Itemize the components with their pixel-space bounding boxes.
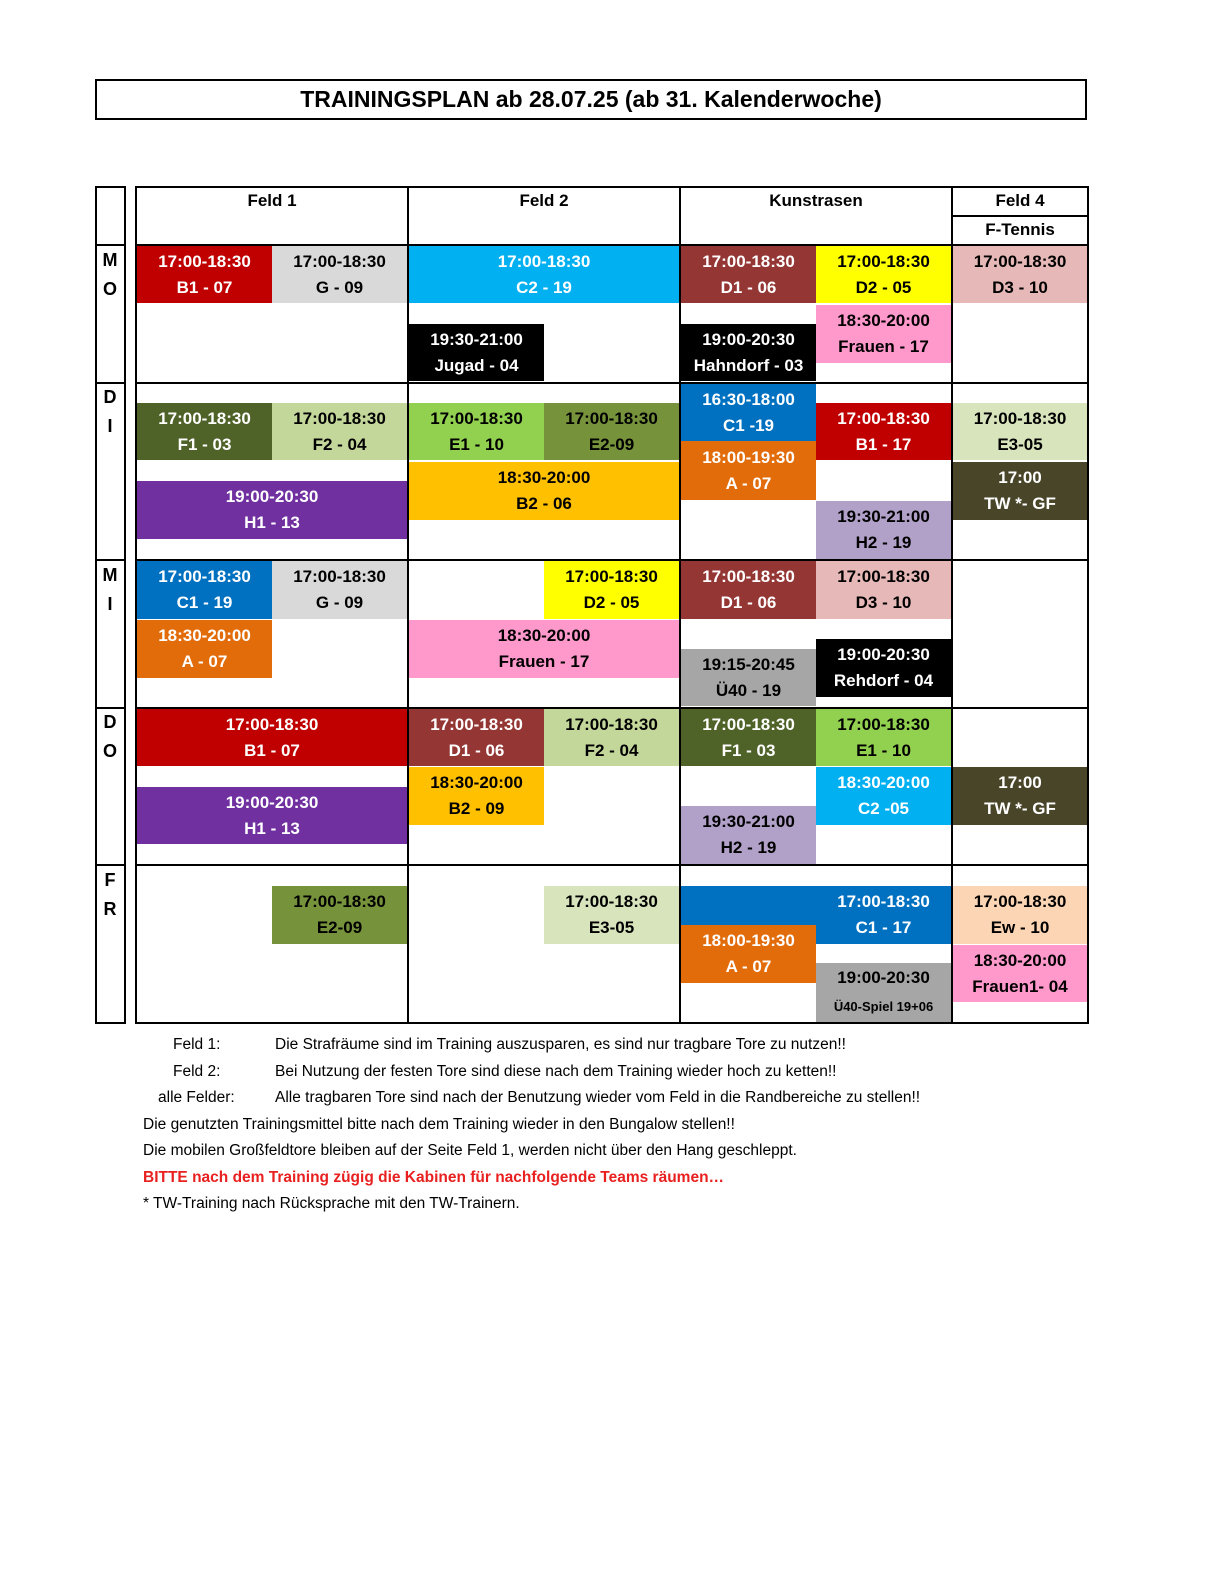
block-team: H2 - 19 [720, 838, 777, 857]
note-text: Alle tragbaren Tore sind nach der Benutzung wieder vom Feld in die Randbereiche zu stellen!! [275, 1089, 921, 1106]
day-letter: M [102, 250, 118, 270]
block-time: 19:00-20:30 [837, 645, 930, 664]
training-block [816, 767, 951, 825]
note-trainingsmittel: Die genutzten Trainingsmittel bitte nach dem Training wieder in den Bungalow stellen!! [143, 1115, 735, 1133]
block-team: F1 - 03 [721, 740, 776, 760]
block-team: D1 - 06 [448, 740, 505, 760]
day-letter: I [107, 416, 113, 436]
training-block [137, 787, 407, 844]
note-text: Bei Nutzung der festen Tore sind diese nach dem Training wieder hoch zu ketten!! [275, 1062, 837, 1080]
block-team: D2 - 05 [583, 593, 640, 612]
block-time: 17:00-18:30 [430, 714, 523, 734]
block-time: 17:00 [998, 773, 1042, 792]
day-label-mo [96, 246, 124, 304]
block-time: 18:30-20:00 [430, 773, 523, 792]
block-team: C2 - 19 [516, 277, 572, 297]
training-block [409, 324, 544, 381]
training-block [953, 945, 1087, 1002]
block-team: C1 -19 [722, 415, 775, 435]
training-block [816, 561, 951, 619]
training-block [681, 384, 816, 441]
block-time: 19:00-20:30 [225, 487, 319, 506]
note-feld1 [143, 1032, 920, 1059]
training-block [953, 767, 1087, 825]
day-label-do [96, 708, 124, 766]
block-team: B1 - 17 [855, 434, 912, 454]
training-block [409, 709, 544, 766]
block-team: H1 - 13 [244, 513, 300, 532]
block-team: H2 - 19 [855, 533, 912, 552]
training-block [409, 767, 544, 825]
block-time: 17:00-18:30 [565, 892, 658, 911]
notes-section [143, 1032, 920, 1218]
training-block [409, 246, 679, 303]
training-block [953, 246, 1087, 303]
block-time: 18:30-20:00 [837, 311, 930, 330]
note-label: Feld 1: [173, 1036, 221, 1053]
training-block [137, 709, 407, 766]
grid-line-ftennis [951, 215, 1089, 217]
training-block [681, 886, 816, 925]
block-team: H1 - 13 [244, 818, 300, 838]
note-label: alle Felder: [158, 1089, 235, 1106]
block-time: 17:00-18:30 [158, 408, 251, 428]
block-time: 17:00-18:30 [293, 892, 386, 911]
training-block [137, 620, 272, 678]
note-alle-felder [143, 1085, 920, 1112]
training-block [544, 403, 679, 460]
training-block [272, 403, 407, 460]
day-letter: F [104, 870, 116, 890]
block-time: 18:30-20:00 [158, 626, 251, 645]
day-letter: I [107, 594, 113, 614]
block-team: F2 - 04 [312, 434, 367, 454]
block-time: 18:30-20:00 [497, 468, 591, 487]
block-time: 18:30-20:00 [837, 773, 930, 792]
header-feld1: Feld 1 [247, 191, 297, 210]
block-time: 17:00-18:30 [837, 714, 930, 734]
block-team: TW *- GF [984, 799, 1056, 818]
block-time: 19:30-21:00 [837, 507, 930, 526]
training-block [272, 886, 407, 944]
block-team: D1 - 06 [720, 593, 777, 612]
training-block [137, 403, 272, 460]
block-team: Ü40-Spiel 19+06 [833, 999, 934, 1014]
block-team: D1 - 06 [720, 277, 777, 297]
block-time: 17:00-18:30 [837, 251, 930, 271]
block-time: 18:00-19:30 [702, 447, 795, 467]
day-letter: O [102, 741, 117, 761]
block-time: 17:00-18:30 [225, 714, 319, 734]
day-label-mi [96, 561, 124, 619]
block-team: G - 09 [315, 593, 364, 612]
block-team: Frauen - 17 [498, 652, 590, 671]
day-label-di [96, 383, 124, 441]
block-team: Hahndorf - 03 [693, 355, 804, 375]
block-time: 17:00-18:30 [565, 408, 658, 428]
block-team: G - 09 [315, 277, 364, 297]
training-block [272, 246, 407, 303]
block-team: B1 - 07 [176, 277, 233, 297]
note-text: Die Strafräume sind im Training auszusparen, es sind nur tragbare Tore zu nutzen!! [275, 1036, 846, 1053]
note-label: Feld 2: [173, 1062, 221, 1080]
header-feld2: Feld 2 [519, 191, 569, 210]
block-time: 19:15-20:45 [702, 654, 795, 674]
block-time: 18:30-20:00 [973, 950, 1067, 970]
training-block [953, 462, 1087, 520]
training-block [409, 403, 544, 460]
training-block [137, 246, 272, 303]
training-block [544, 561, 679, 619]
block-team: B1 - 07 [244, 740, 300, 760]
block-time: 17:00-18:30 [293, 567, 386, 586]
day-label-fr [96, 866, 124, 924]
note-kabinen-warning: BITTE nach dem Training zügig die Kabinen für nachfolgende Teams räumen… [143, 1168, 725, 1186]
block-team: E3-05 [997, 434, 1043, 454]
header-ftennis: F-Tennis [985, 220, 1055, 239]
block-time: 17:00-18:30 [702, 714, 795, 734]
training-block [544, 886, 679, 944]
block-time: 17:00-18:30 [837, 892, 930, 911]
block-team: D3 - 10 [992, 277, 1048, 297]
block-team: E2-09 [588, 434, 635, 454]
block-time: 18:30-20:00 [497, 626, 591, 645]
training-block [681, 324, 816, 381]
training-block [544, 709, 679, 766]
note-feld2 [143, 1059, 920, 1086]
training-block [409, 620, 679, 678]
block-time: 17:00-18:30 [565, 714, 658, 734]
block-time: 19:30-21:00 [430, 329, 523, 349]
training-block [272, 561, 407, 619]
training-block [681, 709, 816, 766]
day-letter: D [103, 387, 117, 407]
block-team: A - 07 [725, 473, 772, 493]
header-feld4: Feld 4 [995, 191, 1045, 210]
block-team: Rehdorf - 04 [833, 671, 934, 690]
block-time: 17:00-18:30 [565, 567, 658, 586]
block-team: TW *- GF [984, 494, 1056, 513]
training-block [681, 246, 816, 303]
block-team: Jugad - 04 [434, 355, 519, 375]
block-time: 17:00-18:30 [837, 567, 930, 586]
block-team: B2 - 09 [448, 799, 505, 818]
training-block [816, 963, 951, 1022]
day-letter: O [102, 279, 117, 299]
day-letter: R [103, 899, 117, 919]
block-time: 19:30-21:00 [702, 812, 795, 831]
training-block [816, 639, 951, 697]
grid-line-do-main [135, 864, 1089, 866]
block-time: 17:00-18:30 [973, 251, 1067, 271]
block-time: 17:00-18:30 [293, 251, 386, 271]
block-time: 17:00-18:30 [430, 408, 523, 428]
block-team: D3 - 10 [855, 593, 912, 612]
training-block [816, 403, 951, 460]
block-time: 17:00 [998, 468, 1042, 487]
grid-line-mo-main [135, 382, 1089, 384]
block-time: 19:00-20:30 [225, 792, 319, 812]
block-team: B2 - 06 [516, 494, 572, 513]
block-team: A - 07 [181, 652, 228, 671]
block-time: 17:00-18:30 [702, 251, 795, 271]
block-team: Ü40 - 19 [715, 680, 782, 700]
block-team: Frauen1- 04 [972, 976, 1068, 996]
training-block [681, 925, 816, 983]
note-grossfeldtore: Die mobilen Großfeldtore bleiben auf der Seite Feld 1, werden nicht über den Hang geschleppt. [143, 1142, 797, 1159]
block-time: 17:00-18:30 [973, 892, 1067, 911]
block-time: 17:00-18:30 [158, 567, 251, 586]
block-time: 19:00-20:30 [837, 968, 930, 987]
block-time: 17:00-18:30 [702, 567, 795, 586]
note-tw-training: * TW-Training nach Rücksprache mit den TW-Trainern. [143, 1195, 520, 1212]
block-team: Ew - 10 [990, 918, 1050, 937]
training-block [681, 806, 816, 864]
header-kunstrasen: Kunstrasen [769, 191, 863, 210]
block-team: C1 - 17 [855, 918, 912, 937]
block-team: Frauen - 17 [838, 337, 929, 356]
block-time: 19:00-20:30 [702, 329, 795, 349]
training-block [681, 561, 816, 619]
block-time: 18:00-19:30 [702, 931, 795, 950]
block-team: F2 - 04 [584, 740, 639, 760]
training-block [816, 886, 951, 944]
block-team: E3-05 [588, 918, 635, 937]
grid-line-v1 [407, 186, 409, 1024]
training-block [816, 501, 951, 559]
block-time: 17:00-18:30 [837, 408, 930, 428]
page-title [95, 79, 1087, 120]
block-team: C1 - 19 [176, 593, 233, 612]
page-title-text: TRAININGSPLAN ab 28.07.25 (ab 31. Kalenderwoche) [300, 86, 882, 112]
block-time: 17:00-18:30 [293, 408, 386, 428]
block-time: 16:30-18:00 [702, 389, 795, 409]
block-time: 17:00-18:30 [497, 251, 591, 271]
training-block [681, 441, 816, 500]
training-block [137, 481, 407, 539]
training-block [953, 886, 1087, 944]
day-letter: D [103, 712, 117, 732]
training-block [681, 649, 816, 706]
block-time: 17:00-18:30 [973, 408, 1067, 428]
block-team: A - 07 [725, 957, 772, 976]
training-block [816, 246, 951, 303]
training-block [953, 403, 1087, 460]
block-team: E2-09 [316, 918, 363, 937]
block-team: E1 - 10 [449, 434, 504, 454]
training-block [409, 462, 679, 520]
training-block [816, 305, 951, 363]
block-team: E1 - 10 [856, 740, 911, 760]
block-team: C2 -05 [857, 799, 910, 818]
day-letter: M [102, 565, 118, 585]
block-team: F1 - 03 [177, 434, 232, 454]
training-block [816, 709, 951, 766]
block-time: 17:00-18:30 [158, 251, 251, 271]
block-team: D2 - 05 [855, 277, 912, 297]
training-block [137, 561, 272, 619]
